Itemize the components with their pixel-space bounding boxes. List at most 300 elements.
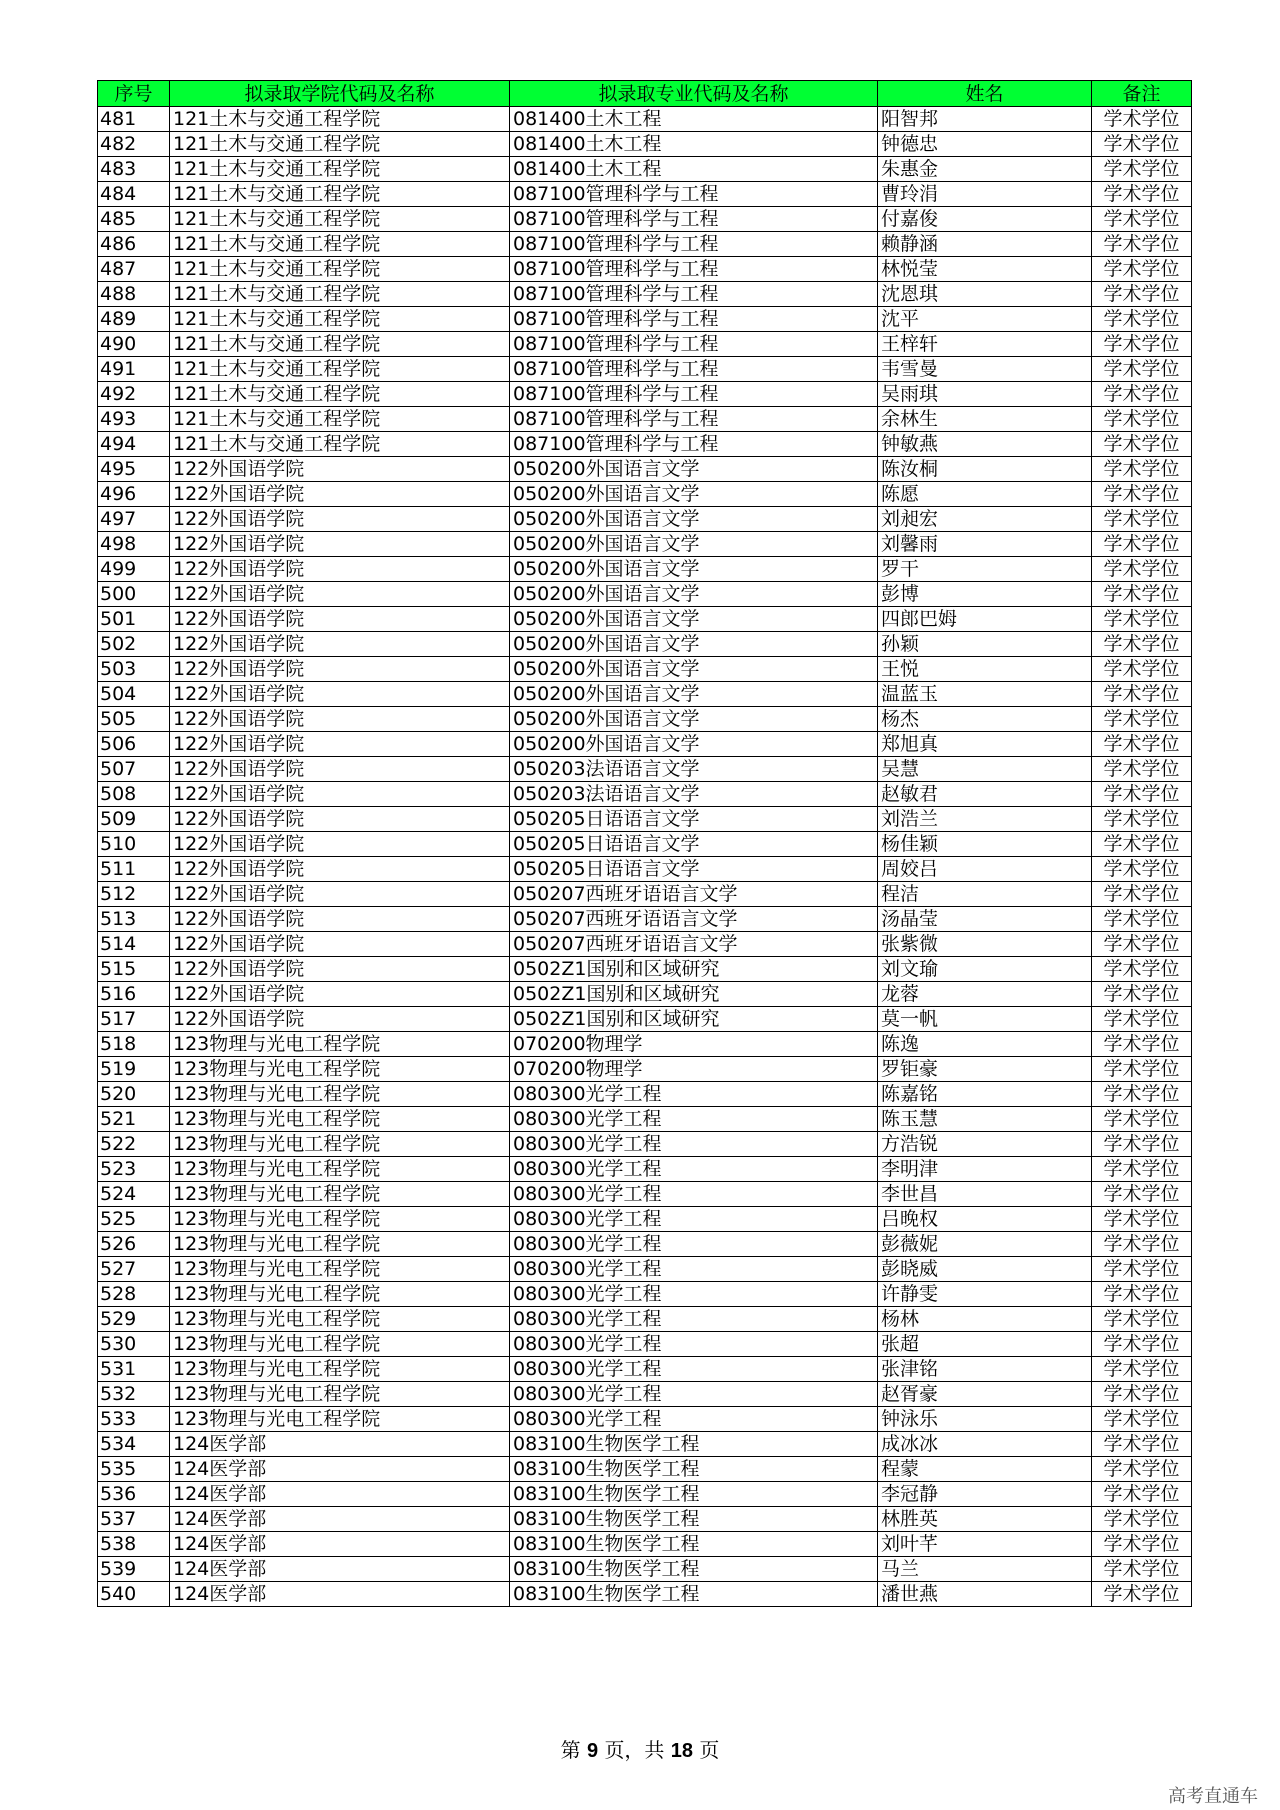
- cell-name: 彭薇妮: [878, 1232, 1092, 1257]
- cell-name: 刘馨雨: [878, 532, 1092, 557]
- cell-major: 080300光学工程: [510, 1232, 878, 1257]
- table-row: [98, 557, 1192, 582]
- cell-seq: 494: [98, 432, 170, 457]
- cell-name: 四郎巴姆: [878, 607, 1092, 632]
- cell-seq: 487: [98, 257, 170, 282]
- cell-note: 学术学位: [1092, 957, 1192, 982]
- cell-note: 学术学位: [1092, 857, 1192, 882]
- table-row: [98, 682, 1192, 707]
- cell-note: 学术学位: [1092, 1332, 1192, 1357]
- cell-major: 050200外国语言文学: [510, 582, 878, 607]
- cell-name: 陈嘉铭: [878, 1082, 1092, 1107]
- cell-major: 050207西班牙语语言文学: [510, 932, 878, 957]
- cell-major: 083100生物医学工程: [510, 1532, 878, 1557]
- cell-college: 123物理与光电工程学院: [170, 1407, 510, 1432]
- cell-major: 087100管理科学与工程: [510, 257, 878, 282]
- cell-college: 122外国语学院: [170, 682, 510, 707]
- cell-major: 081400土木工程: [510, 132, 878, 157]
- cell-major: 080300光学工程: [510, 1282, 878, 1307]
- cell-major: 0502Z1国别和区域研究: [510, 1007, 878, 1032]
- cell-college: 122外国语学院: [170, 782, 510, 807]
- table-row: [98, 482, 1192, 507]
- cell-name: 孙颖: [878, 632, 1092, 657]
- cell-seq: 529: [98, 1307, 170, 1332]
- cell-college: 121土木与交通工程学院: [170, 357, 510, 382]
- cell-major: 083100生物医学工程: [510, 1507, 878, 1532]
- cell-college: 121土木与交通工程学院: [170, 207, 510, 232]
- table-row: [98, 532, 1192, 557]
- cell-seq: 513: [98, 907, 170, 932]
- cell-name: 罗干: [878, 557, 1092, 582]
- cell-name: 张紫微: [878, 932, 1092, 957]
- cell-note: 学术学位: [1092, 232, 1192, 257]
- cell-seq: 499: [98, 557, 170, 582]
- cell-college: 123物理与光电工程学院: [170, 1382, 510, 1407]
- cell-college: 122外国语学院: [170, 757, 510, 782]
- cell-college: 121土木与交通工程学院: [170, 232, 510, 257]
- cell-seq: 540: [98, 1582, 170, 1607]
- cell-note: 学术学位: [1092, 1282, 1192, 1307]
- cell-note: 学术学位: [1092, 382, 1192, 407]
- table-row: [98, 1482, 1192, 1507]
- cell-note: 学术学位: [1092, 307, 1192, 332]
- cell-seq: 492: [98, 382, 170, 407]
- table-row: [98, 1032, 1192, 1057]
- cell-major: 080300光学工程: [510, 1407, 878, 1432]
- cell-note: 学术学位: [1092, 782, 1192, 807]
- cell-note: 学术学位: [1092, 457, 1192, 482]
- cell-major: 083100生物医学工程: [510, 1482, 878, 1507]
- cell-seq: 491: [98, 357, 170, 382]
- cell-seq: 503: [98, 657, 170, 682]
- cell-major: 050200外国语言文学: [510, 507, 878, 532]
- cell-seq: 528: [98, 1282, 170, 1307]
- cell-major: 080300光学工程: [510, 1332, 878, 1357]
- table-row: [98, 1332, 1192, 1357]
- cell-major: 050207西班牙语语言文学: [510, 907, 878, 932]
- cell-major: 070200物理学: [510, 1032, 878, 1057]
- cell-college: 122外国语学院: [170, 907, 510, 932]
- table-row: [98, 257, 1192, 282]
- cell-major: 080300光学工程: [510, 1082, 878, 1107]
- cell-seq: 483: [98, 157, 170, 182]
- cell-college: 124医学部: [170, 1557, 510, 1582]
- table-row: [98, 357, 1192, 382]
- cell-major: 080300光学工程: [510, 1182, 878, 1207]
- cell-seq: 490: [98, 332, 170, 357]
- cell-college: 121土木与交通工程学院: [170, 282, 510, 307]
- cell-major: 050200外国语言文学: [510, 607, 878, 632]
- cell-major: 080300光学工程: [510, 1207, 878, 1232]
- cell-seq: 538: [98, 1532, 170, 1557]
- cell-name: 吴雨琪: [878, 382, 1092, 407]
- cell-note: 学术学位: [1092, 207, 1192, 232]
- cell-major: 050205日语语言文学: [510, 807, 878, 832]
- table-row: [98, 407, 1192, 432]
- cell-seq: 522: [98, 1132, 170, 1157]
- table-row: [98, 157, 1192, 182]
- cell-college: 122外国语学院: [170, 882, 510, 907]
- cell-major: 080300光学工程: [510, 1107, 878, 1132]
- cell-college: 123物理与光电工程学院: [170, 1257, 510, 1282]
- cell-seq: 535: [98, 1457, 170, 1482]
- cell-name: 李明津: [878, 1157, 1092, 1182]
- cell-seq: 497: [98, 507, 170, 532]
- table-row: [98, 282, 1192, 307]
- cell-note: 学术学位: [1092, 132, 1192, 157]
- table-row: [98, 582, 1192, 607]
- table-header-row: [98, 81, 1192, 107]
- cell-note: 学术学位: [1092, 657, 1192, 682]
- cell-major: 0502Z1国别和区域研究: [510, 982, 878, 1007]
- cell-name: 钟敏燕: [878, 432, 1092, 457]
- cell-college: 122外国语学院: [170, 482, 510, 507]
- cell-major: 080300光学工程: [510, 1357, 878, 1382]
- cell-note: 学术学位: [1092, 182, 1192, 207]
- cell-major: 070200物理学: [510, 1057, 878, 1082]
- cell-college: 123物理与光电工程学院: [170, 1132, 510, 1157]
- cell-name: 陈逸: [878, 1032, 1092, 1057]
- cell-seq: 514: [98, 932, 170, 957]
- cell-name: 曹玲涓: [878, 182, 1092, 207]
- cell-major: 081400土木工程: [510, 107, 878, 132]
- cell-college: 124医学部: [170, 1532, 510, 1557]
- cell-seq: 530: [98, 1332, 170, 1357]
- cell-name: 钟泳乐: [878, 1407, 1092, 1432]
- cell-name: 张超: [878, 1332, 1092, 1357]
- cell-note: 学术学位: [1092, 1307, 1192, 1332]
- cell-major: 050200外国语言文学: [510, 657, 878, 682]
- cell-name: 钟德忠: [878, 132, 1092, 157]
- cell-seq: 495: [98, 457, 170, 482]
- cell-name: 温蓝玉: [878, 682, 1092, 707]
- cell-note: 学术学位: [1092, 732, 1192, 757]
- cell-seq: 498: [98, 532, 170, 557]
- cell-seq: 520: [98, 1082, 170, 1107]
- cell-seq: 523: [98, 1157, 170, 1182]
- cell-note: 学术学位: [1092, 832, 1192, 857]
- admission-table: [97, 80, 1192, 1607]
- cell-name: 郑旭真: [878, 732, 1092, 757]
- cell-name: 王悦: [878, 657, 1092, 682]
- cell-major: 087100管理科学与工程: [510, 407, 878, 432]
- cell-note: 学术学位: [1092, 1382, 1192, 1407]
- table-row: [98, 832, 1192, 857]
- cell-note: 学术学位: [1092, 1182, 1192, 1207]
- cell-name: 方浩锐: [878, 1132, 1092, 1157]
- cell-seq: 526: [98, 1232, 170, 1257]
- cell-name: 赖静涵: [878, 232, 1092, 257]
- cell-seq: 517: [98, 1007, 170, 1032]
- table-row: [98, 1582, 1192, 1607]
- cell-name: 陈汝桐: [878, 457, 1092, 482]
- cell-seq: 527: [98, 1257, 170, 1282]
- cell-college: 123物理与光电工程学院: [170, 1207, 510, 1232]
- table-row: [98, 432, 1192, 457]
- cell-seq: 505: [98, 707, 170, 732]
- cell-seq: 486: [98, 232, 170, 257]
- table-row: [98, 1432, 1192, 1457]
- cell-note: 学术学位: [1092, 932, 1192, 957]
- cell-name: 张津铭: [878, 1357, 1092, 1382]
- cell-name: 程洁: [878, 882, 1092, 907]
- table-row: [98, 1107, 1192, 1132]
- cell-major: 087100管理科学与工程: [510, 232, 878, 257]
- cell-note: 学术学位: [1092, 1357, 1192, 1382]
- table-row: [98, 907, 1192, 932]
- cell-name: 阳智邦: [878, 107, 1092, 132]
- cell-college: 121土木与交通工程学院: [170, 332, 510, 357]
- table-body: [98, 107, 1192, 1607]
- table-row: [98, 382, 1192, 407]
- cell-note: 学术学位: [1092, 607, 1192, 632]
- cell-college: 124医学部: [170, 1432, 510, 1457]
- cell-note: 学术学位: [1092, 257, 1192, 282]
- cell-seq: 481: [98, 107, 170, 132]
- cell-college: 121土木与交通工程学院: [170, 307, 510, 332]
- cell-major: 080300光学工程: [510, 1382, 878, 1407]
- page-footer: [0, 1734, 1280, 1763]
- cell-name: 韦雪曼: [878, 357, 1092, 382]
- cell-name: 沈恩琪: [878, 282, 1092, 307]
- cell-name: 莫一帆: [878, 1007, 1092, 1032]
- cell-name: 程蒙: [878, 1457, 1092, 1482]
- cell-major: 080300光学工程: [510, 1257, 878, 1282]
- cell-name: 杨杰: [878, 707, 1092, 732]
- table-row: [98, 1407, 1192, 1432]
- footer-prefix: 第: [560, 1738, 581, 1762]
- cell-college: 121土木与交通工程学院: [170, 107, 510, 132]
- cell-note: 学术学位: [1092, 332, 1192, 357]
- table-row: [98, 1557, 1192, 1582]
- cell-note: 学术学位: [1092, 482, 1192, 507]
- table-row: [98, 807, 1192, 832]
- cell-seq: 536: [98, 1482, 170, 1507]
- cell-college: 124医学部: [170, 1482, 510, 1507]
- cell-major: 083100生物医学工程: [510, 1432, 878, 1457]
- cell-seq: 525: [98, 1207, 170, 1232]
- cell-note: 学术学位: [1092, 882, 1192, 907]
- cell-college: 122外国语学院: [170, 932, 510, 957]
- cell-major: 083100生物医学工程: [510, 1457, 878, 1482]
- cell-major: 050203法语语言文学: [510, 757, 878, 782]
- cell-seq: 493: [98, 407, 170, 432]
- table-row: [98, 732, 1192, 757]
- cell-name: 付嘉俊: [878, 207, 1092, 232]
- cell-note: 学术学位: [1092, 632, 1192, 657]
- cell-major: 083100生物医学工程: [510, 1557, 878, 1582]
- cell-name: 刘昶宏: [878, 507, 1092, 532]
- cell-note: 学术学位: [1092, 357, 1192, 382]
- cell-seq: 539: [98, 1557, 170, 1582]
- cell-college: 122外国语学院: [170, 982, 510, 1007]
- cell-name: 李冠静: [878, 1482, 1092, 1507]
- header-note: 备注: [1092, 81, 1192, 107]
- cell-seq: 519: [98, 1057, 170, 1082]
- table-row: [98, 757, 1192, 782]
- cell-major: 050205日语语言文学: [510, 832, 878, 857]
- table-row: [98, 232, 1192, 257]
- cell-college: 122外国语学院: [170, 707, 510, 732]
- cell-college: 122外国语学院: [170, 732, 510, 757]
- cell-college: 122外国语学院: [170, 457, 510, 482]
- cell-name: 陈玉慧: [878, 1107, 1092, 1132]
- table-row: [98, 957, 1192, 982]
- cell-note: 学术学位: [1092, 1157, 1192, 1182]
- cell-note: 学术学位: [1092, 707, 1192, 732]
- cell-seq: 489: [98, 307, 170, 332]
- cell-note: 学术学位: [1092, 1207, 1192, 1232]
- table-row: [98, 632, 1192, 657]
- cell-seq: 532: [98, 1382, 170, 1407]
- cell-name: 李世昌: [878, 1182, 1092, 1207]
- cell-note: 学术学位: [1092, 1007, 1192, 1032]
- cell-college: 122外国语学院: [170, 507, 510, 532]
- header-college: 拟录取学院代码及名称: [170, 81, 510, 107]
- cell-college: 122外国语学院: [170, 582, 510, 607]
- cell-seq: 510: [98, 832, 170, 857]
- cell-seq: 516: [98, 982, 170, 1007]
- cell-note: 学术学位: [1092, 407, 1192, 432]
- cell-major: 050200外国语言文学: [510, 482, 878, 507]
- footer-suffix: 页: [699, 1738, 720, 1762]
- cell-note: 学术学位: [1092, 1057, 1192, 1082]
- cell-note: 学术学位: [1092, 582, 1192, 607]
- cell-major: 050200外国语言文学: [510, 707, 878, 732]
- cell-note: 学术学位: [1092, 157, 1192, 182]
- cell-college: 123物理与光电工程学院: [170, 1032, 510, 1057]
- table-row: [98, 1357, 1192, 1382]
- table-row: [98, 1382, 1192, 1407]
- table-row: [98, 882, 1192, 907]
- table-row: [98, 107, 1192, 132]
- footer-page-total: 18: [670, 1740, 694, 1762]
- cell-college: 123物理与光电工程学院: [170, 1157, 510, 1182]
- table-row: [98, 1082, 1192, 1107]
- cell-seq: 534: [98, 1432, 170, 1457]
- cell-name: 朱惠金: [878, 157, 1092, 182]
- cell-note: 学术学位: [1092, 282, 1192, 307]
- cell-college: 121土木与交通工程学院: [170, 132, 510, 157]
- cell-college: 124医学部: [170, 1457, 510, 1482]
- cell-name: 潘世燕: [878, 1582, 1092, 1607]
- cell-seq: 515: [98, 957, 170, 982]
- cell-major: 087100管理科学与工程: [510, 332, 878, 357]
- cell-major: 050207西班牙语语言文学: [510, 882, 878, 907]
- cell-note: 学术学位: [1092, 1032, 1192, 1057]
- cell-note: 学术学位: [1092, 1432, 1192, 1457]
- cell-name: 彭晓威: [878, 1257, 1092, 1282]
- cell-seq: 485: [98, 207, 170, 232]
- cell-seq: 524: [98, 1182, 170, 1207]
- cell-college: 124医学部: [170, 1582, 510, 1607]
- table-row: [98, 1132, 1192, 1157]
- cell-major: 087100管理科学与工程: [510, 282, 878, 307]
- cell-seq: 511: [98, 857, 170, 882]
- cell-note: 学术学位: [1092, 1107, 1192, 1132]
- table-row: [98, 307, 1192, 332]
- cell-seq: 508: [98, 782, 170, 807]
- cell-college: 123物理与光电工程学院: [170, 1332, 510, 1357]
- table-row: [98, 1157, 1192, 1182]
- cell-college: 121土木与交通工程学院: [170, 257, 510, 282]
- cell-college: 123物理与光电工程学院: [170, 1107, 510, 1132]
- cell-note: 学术学位: [1092, 432, 1192, 457]
- cell-college: 123物理与光电工程学院: [170, 1232, 510, 1257]
- cell-name: 成冰冰: [878, 1432, 1092, 1457]
- cell-note: 学术学位: [1092, 1507, 1192, 1532]
- cell-major: 050200外国语言文学: [510, 457, 878, 482]
- table-row: [98, 1307, 1192, 1332]
- cell-name: 许静雯: [878, 1282, 1092, 1307]
- table-row: [98, 1182, 1192, 1207]
- header-seq: 序号: [98, 81, 170, 107]
- table-row: [98, 607, 1192, 632]
- cell-college: 123物理与光电工程学院: [170, 1057, 510, 1082]
- cell-note: 学术学位: [1092, 1132, 1192, 1157]
- table-row: [98, 132, 1192, 157]
- cell-seq: 502: [98, 632, 170, 657]
- cell-seq: 521: [98, 1107, 170, 1132]
- cell-name: 龙蓉: [878, 982, 1092, 1007]
- footer-page-number: 9: [586, 1740, 599, 1762]
- cell-name: 周姣吕: [878, 857, 1092, 882]
- cell-note: 学术学位: [1092, 1407, 1192, 1432]
- cell-name: 吕晚权: [878, 1207, 1092, 1232]
- cell-seq: 501: [98, 607, 170, 632]
- cell-major: 050203法语语言文学: [510, 782, 878, 807]
- cell-seq: 531: [98, 1357, 170, 1382]
- cell-major: 081400土木工程: [510, 157, 878, 182]
- table-row: [98, 1232, 1192, 1257]
- header-name: 姓名: [878, 81, 1092, 107]
- cell-note: 学术学位: [1092, 1532, 1192, 1557]
- cell-college: 122外国语学院: [170, 857, 510, 882]
- cell-college: 122外国语学院: [170, 532, 510, 557]
- cell-college: 121土木与交通工程学院: [170, 432, 510, 457]
- cell-college: 123物理与光电工程学院: [170, 1357, 510, 1382]
- cell-note: 学术学位: [1092, 907, 1192, 932]
- table-row: [98, 182, 1192, 207]
- cell-college: 121土木与交通工程学院: [170, 157, 510, 182]
- cell-major: 087100管理科学与工程: [510, 357, 878, 382]
- cell-name: 刘文瑜: [878, 957, 1092, 982]
- table-row: [98, 1282, 1192, 1307]
- table-row: [98, 457, 1192, 482]
- table-row: [98, 1007, 1192, 1032]
- cell-name: 林悦莹: [878, 257, 1092, 282]
- cell-seq: 506: [98, 732, 170, 757]
- cell-college: 122外国语学院: [170, 557, 510, 582]
- cell-name: 吴慧: [878, 757, 1092, 782]
- cell-name: 彭博: [878, 582, 1092, 607]
- table-row: [98, 932, 1192, 957]
- cell-major: 087100管理科学与工程: [510, 432, 878, 457]
- cell-major: 087100管理科学与工程: [510, 207, 878, 232]
- cell-college: 124医学部: [170, 1507, 510, 1532]
- cell-name: 马兰: [878, 1557, 1092, 1582]
- cell-seq: 484: [98, 182, 170, 207]
- cell-name: 刘浩兰: [878, 807, 1092, 832]
- cell-college: 122外国语学院: [170, 832, 510, 857]
- cell-college: 122外国语学院: [170, 807, 510, 832]
- cell-note: 学术学位: [1092, 1557, 1192, 1582]
- cell-note: 学术学位: [1092, 532, 1192, 557]
- cell-name: 汤晶莹: [878, 907, 1092, 932]
- cell-major: 050200外国语言文学: [510, 682, 878, 707]
- cell-seq: 509: [98, 807, 170, 832]
- cell-name: 王梓轩: [878, 332, 1092, 357]
